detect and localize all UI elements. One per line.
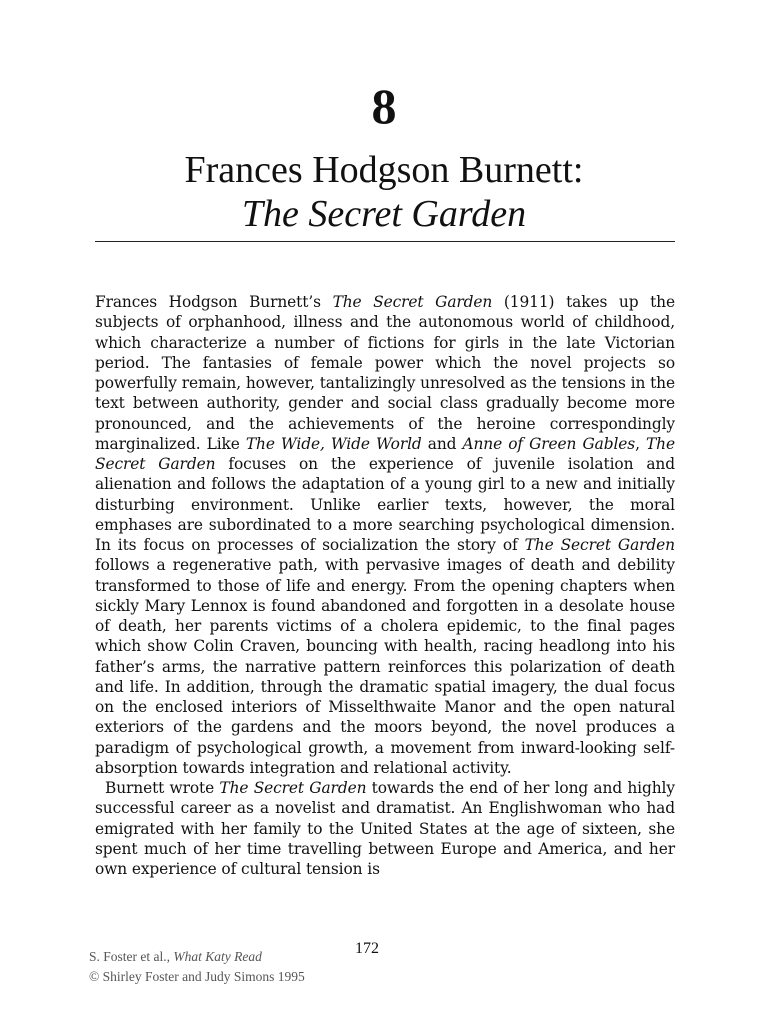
title-divider	[95, 241, 675, 242]
body-text	[95, 292, 675, 879]
text-run: follows a regenerative path, with pervasive images of death and debility transformed to those of life and energy. From the opening chapters when sickly Mary Lennox is found abandoned and forgotten in a desolate house of death, her parents victims of a cholera epidemic, to the final pages which show Colin Craven, bouncing with health, racing headlong into his father’s arms, the narrative pattern reinforces this polarization of death and life. In addition, through the dramatic spatial imagery, the dual focus on the enclosed interiors of Misselthwaite Manor and the open natural exteriors of the gardens and the moors beyond, the novel produces a paradigm of psychological growth, a movement from inward-looking self-absorption towards integration and relational activity.	[95, 556, 675, 777]
page-number: 172	[355, 940, 379, 957]
text-run: towards the end of her long and highly successful career as a novelist and dramatist. An Englishwoman who had emigrated with her family to the United States at the age of sixteen, she spent much of her time travelling between Europe and America, and her own experience of cultural tension is	[95, 779, 675, 878]
text-run: (1911) takes up the subjects of orphanhood, illness and the autonomous world of childhood, which characterize a number of fictions for girls in the late Victorian period. The fantasies of female power which the novel projects so powerfully remain, however, tantalizingly unresolved as the tensions in the text between authority, gender and social class gradually become more pronounced, and the achievements of the heroine correspondingly marginalized. Like	[95, 293, 675, 453]
citation-line	[89, 947, 305, 967]
text-run: and	[421, 434, 463, 453]
text-run: Frances Hodgson Burnett’s	[95, 293, 333, 311]
italic-title-run: The Secret Garden	[524, 536, 675, 554]
italic-title-run: The Secret Garden	[332, 293, 493, 311]
italic-title-run: Anne of Green Gables	[462, 434, 636, 453]
text-run: ,	[635, 434, 646, 453]
italic-title-run: The Secret Garden	[95, 434, 675, 473]
chapter-title: Frances Hodgson Burnett:	[184, 149, 584, 191]
text-run: focuses on the experience of juvenile isolation and alienation and follows the adaptation of a young girl to a new and initially disturbing environment. Unlike earlier texts, however, the moral emphases are subordinated to a more searching psychological dimension. In its focus on processes of socialization the story of	[95, 455, 675, 554]
copyright-line: © Shirley Foster and Judy Simons 1995	[89, 969, 305, 984]
chapter-subtitle: The Secret Garden	[241, 193, 527, 235]
italic-title-run: The Wide, Wide World	[245, 434, 422, 453]
text-run: Burnett wrote	[105, 779, 220, 797]
paragraph-2	[95, 778, 675, 879]
footer-citation	[89, 947, 305, 987]
paragraph-1	[95, 292, 675, 778]
chapter-number: 8	[371, 78, 397, 134]
citation-title: What Katy Read	[173, 949, 262, 964]
italic-title-run: The Secret Garden	[219, 779, 367, 797]
citation-prefix: S. Foster et al.,	[89, 949, 174, 964]
